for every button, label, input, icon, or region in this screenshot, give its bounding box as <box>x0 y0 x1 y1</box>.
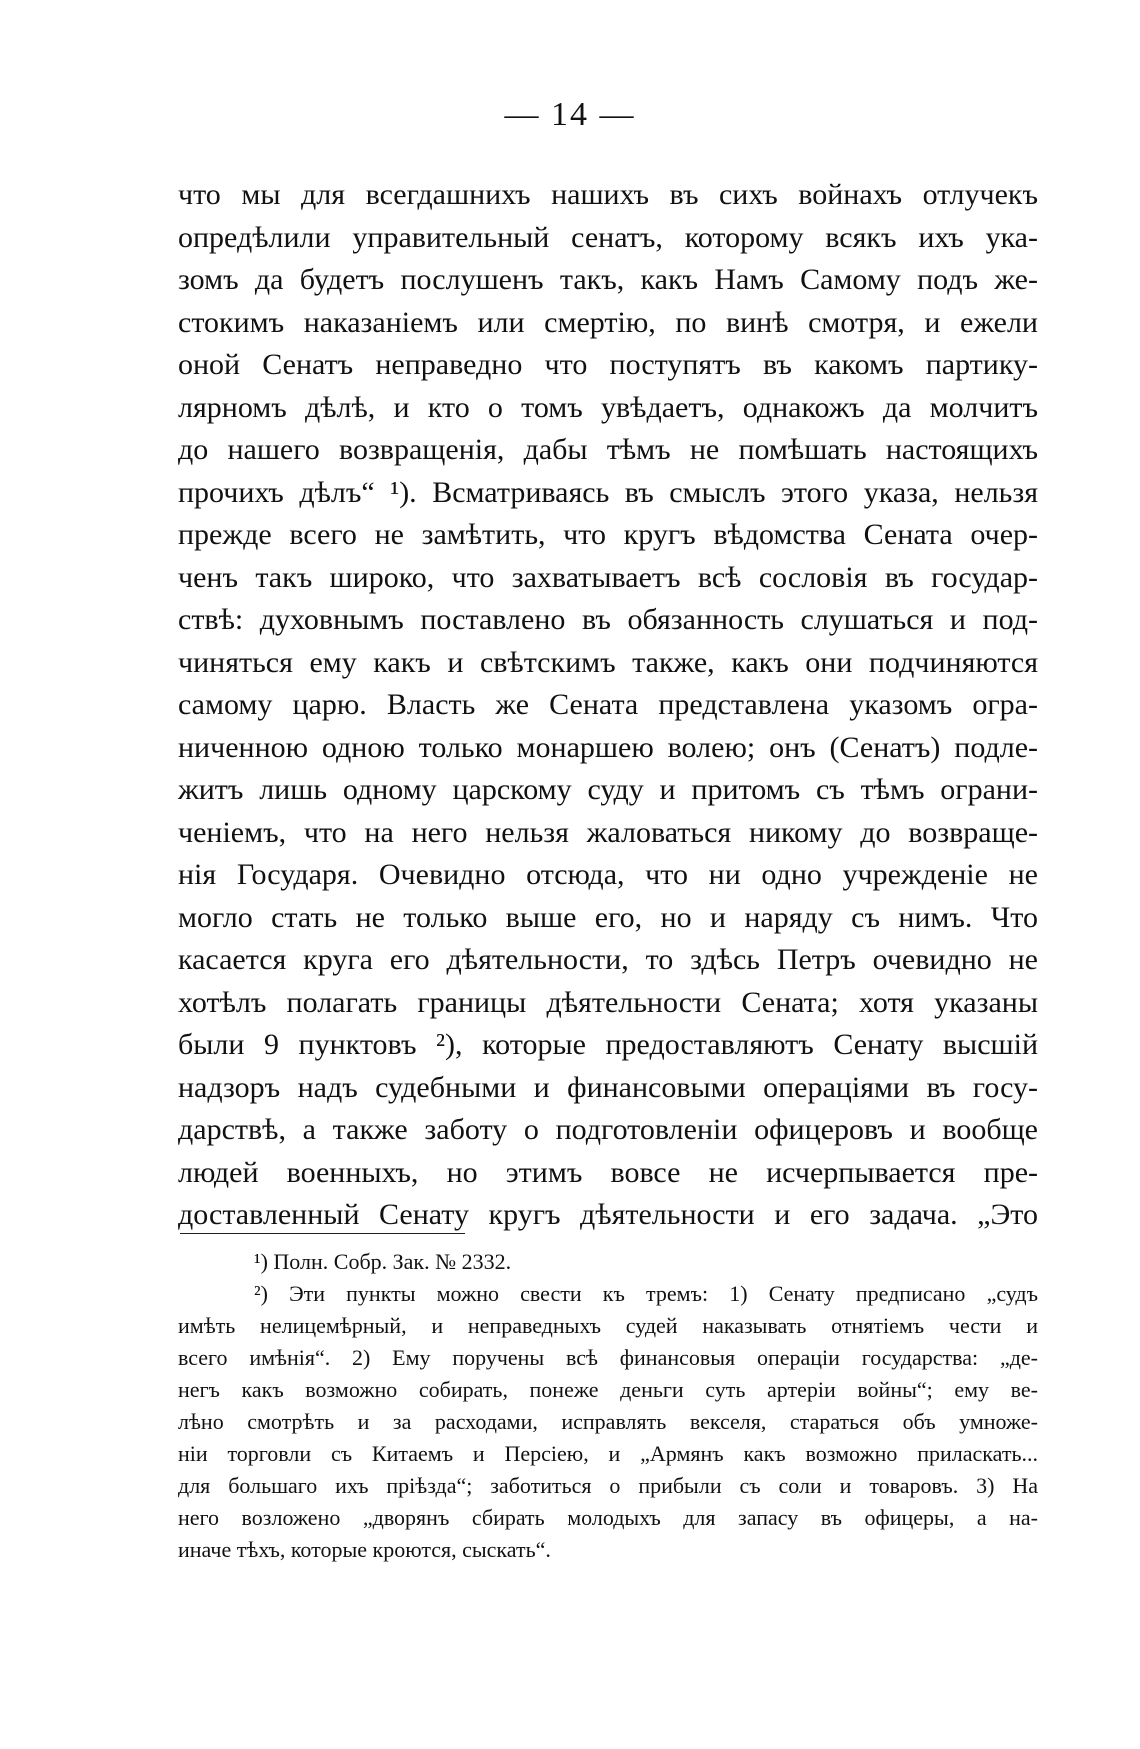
footnote-2-line: ніи торговли съ Китаемъ и Персіею, и „Армянъ какъ возможно приласкать... <box>178 1441 1038 1466</box>
footnote-1: ¹) Полн. Собр. Зак. № 2332. <box>254 1249 512 1274</box>
text-line: хотѣлъ полагать границы дѣятельности Сената; хотя указаны <box>178 985 1038 1019</box>
text-line: самому царю. Власть же Сената представлена указомъ огра- <box>178 688 1038 721</box>
text-line: зомъ да будетъ послушенъ такъ, какъ Намъ Самому подъ же- <box>178 263 1038 296</box>
text-line: ствѣ: духовнымъ поставлено въ обязанность слушаться и под- <box>178 603 1038 636</box>
text-line: до нашего возвращенія, дабы тѣмъ не помѣшать настоящихъ <box>178 433 1038 466</box>
text-line: дарствѣ, а также заботу о подготовленіи офицеровъ и вообще <box>178 1113 1038 1146</box>
text-line: надзоръ надъ судебными и финансовыми операціями въ госу- <box>178 1070 1038 1104</box>
text-line: что мы для всегдашнихъ нашихъ въ сихъ войнахъ отлучекъ <box>178 178 1038 211</box>
footnote-2-line: всего имѣнія“. 2) Ему поручены всѣ финансовыя операціи государства: „де- <box>178 1345 1038 1370</box>
text-line: житъ лишь одному царскому суду и притомъ съ тѣмъ ограни- <box>178 773 1038 806</box>
text-line: опредѣлили управительный сенатъ, которому всякъ ихъ ука- <box>178 220 1038 254</box>
text-line: лярномъ дѣлѣ, и кто о томъ увѣдаетъ, однакожъ да молчитъ <box>178 390 1038 424</box>
footnote-2-line: негъ какъ возможно собирать, понеже деньги суть артеріи войны“; ему ве- <box>178 1377 1038 1402</box>
footnote-divider <box>180 1233 465 1234</box>
text-line: нія Государя. Очевидно отсюда, что ни одно учрежденіе не <box>178 858 1038 891</box>
footnote-2-line: имѣть нелицемѣрный, и неправедныхъ судей наказывать отнятіемъ чести и <box>178 1313 1038 1338</box>
footnote-2-line: него возложено „дворянъ сбирать молодыхъ для запасу въ офицеры, а на- <box>178 1505 1038 1530</box>
text-line: могло стать не только выше его, но и наряду съ нимъ. Что <box>178 900 1038 934</box>
text-line: ченъ такъ широко, что захватываетъ всѣ сословія въ государ- <box>178 560 1038 594</box>
text-line: доставленный Сенату кругъ дѣятельности и его задача. „Это <box>178 1198 1038 1231</box>
text-line: ниченною одною только монаршею волею; онъ (Сенатъ) подле- <box>178 730 1038 764</box>
footnote-2-line: ²) Эти пункты можно свести къ тремъ: 1) Сенату предписано „судъ <box>254 1281 1038 1306</box>
footnote-2-line: для большаго ихъ пріѣзда“; заботиться о прибыли съ соли и товаровъ. 3) На <box>178 1473 1038 1498</box>
text-line: ченіемъ, что на него нельзя жаловаться никому до возвраще- <box>178 815 1038 849</box>
text-line: прочихъ дѣлъ“ ¹). Всматриваясь въ смыслъ этого указа, нельзя <box>178 475 1038 509</box>
text-line: касается круга его дѣятельности, то здѣсь Петръ очевидно не <box>178 943 1038 976</box>
text-line: оной Сенатъ неправедно что поступятъ въ какомъ партику- <box>178 348 1038 381</box>
footnote-2-line: лѣно смотрѣть и за расходами, исправлять векселя, стараться объ умноже- <box>178 1409 1038 1434</box>
page-number: — 14 — <box>504 96 636 133</box>
text-line: стокимъ наказаніемъ или смертію, по винѣ смотря, и ежели <box>178 305 1038 339</box>
main-text <box>178 174 1038 1237</box>
text-line: людей военныхъ, но этимъ вовсе не исчерпывается пре- <box>178 1155 1038 1189</box>
text-line: чиняться ему какъ и свѣтскимъ также, какъ они подчиняются <box>178 645 1038 679</box>
text-line: были 9 пунктовъ ²), которые предоставляютъ Сенату высшій <box>178 1028 1038 1061</box>
footnote-2-line: иначе тѣхъ, которые кроются, сыскать“. <box>178 1537 551 1562</box>
text-line: прежде всего не замѣтить, что кругъ вѣдомства Сената очер- <box>178 518 1038 551</box>
footnotes <box>178 1246 1038 1566</box>
